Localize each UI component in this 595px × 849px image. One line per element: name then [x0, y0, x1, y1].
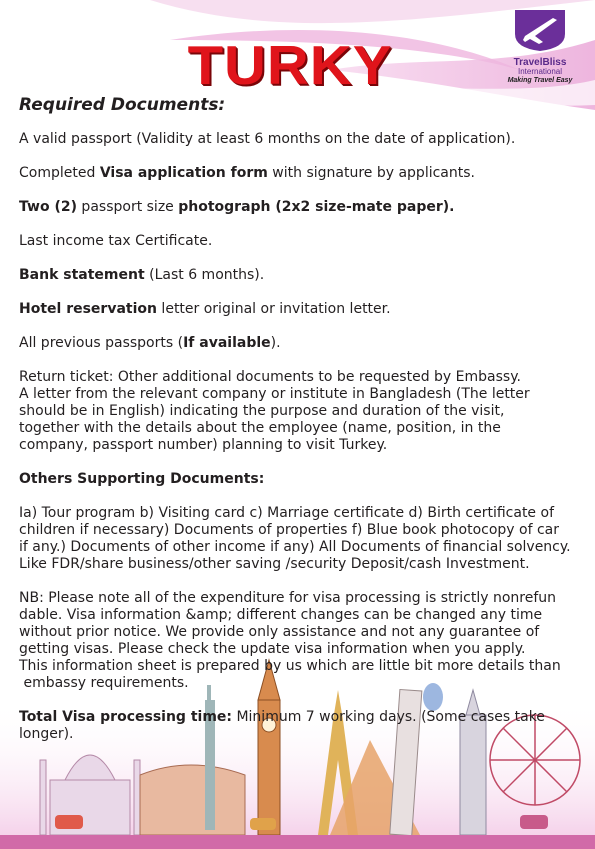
letter-line-3: together with the details about the employee (name, position, in the	[19, 420, 501, 436]
letter-line-1: A letter from the relevant company or institute in Bangladesh (The letter	[19, 386, 530, 402]
note-line-2: dable. Visa information &amp; different changes can be changed any time	[19, 607, 543, 623]
hotel-item: Hotel reservation letter original or invitation letter.	[19, 301, 391, 317]
note-line-3: without prior notice. We provide only assistance and not any guarantee of	[19, 624, 540, 640]
logo-tagline: Making Travel Easy	[507, 77, 573, 84]
bank-item: Bank statement (Last 6 months).	[19, 267, 265, 283]
note-line-5: This information sheet is prepared by us which are little bit more details than	[19, 658, 561, 674]
letter-line-2: should be in English) indicating the purpose and duration of the visit,	[19, 403, 505, 419]
logo-name: TravelBliss	[513, 57, 567, 68]
travelbliss-logo	[504, 8, 576, 85]
note-line-6: embassy requirements.	[19, 675, 189, 691]
page-title: TURKY	[187, 34, 393, 97]
logo-sub: International	[517, 67, 563, 76]
note-line-4: getting visas. Please check the update visa information when you apply.	[19, 641, 526, 657]
form-item: Completed Visa application form with signature by applicants.	[19, 165, 475, 181]
supporting-line-1: Ia) Tour program b) Visiting card c) Marriage certificate d) Birth certificate of	[19, 505, 554, 521]
previous-passports-item: All previous passports (If available).	[19, 335, 281, 351]
supporting-heading: Others Supporting Documents:	[19, 471, 265, 487]
tax-item: Last income tax Certificate.	[19, 233, 213, 249]
letter-line-4: company, passport number) planning to visit Turkey.	[19, 437, 388, 453]
document-body	[19, 97, 579, 743]
photo-item: Two (2) passport size photograph (2x2 size-mate paper).	[19, 199, 455, 215]
passport-item: A valid passport (Validity at least 6 months on the date of application).	[19, 131, 516, 147]
plane-shield-icon	[513, 8, 567, 52]
supporting-line-2: children if necessary) Documents of properties f) Blue book photocopy of car	[19, 522, 560, 538]
supporting-line-4: Like FDR/share business/other saving /security Deposit/cash Investment.	[19, 556, 530, 572]
supporting-line-3: if any.) Documents of other income if any) All Documents of financial solvency.	[19, 539, 571, 555]
processing-time: Total Visa processing time: Minimum 7 working days. (Some cases take longer).	[19, 709, 545, 742]
note-line-1: NB: Please note all of the expenditure for visa processing is strictly nonrefun	[19, 590, 556, 606]
return-ticket-item: Return ticket: Other additional documents to be requested by Embassy.	[19, 369, 521, 385]
required-heading: Required Documents:	[19, 95, 226, 115]
